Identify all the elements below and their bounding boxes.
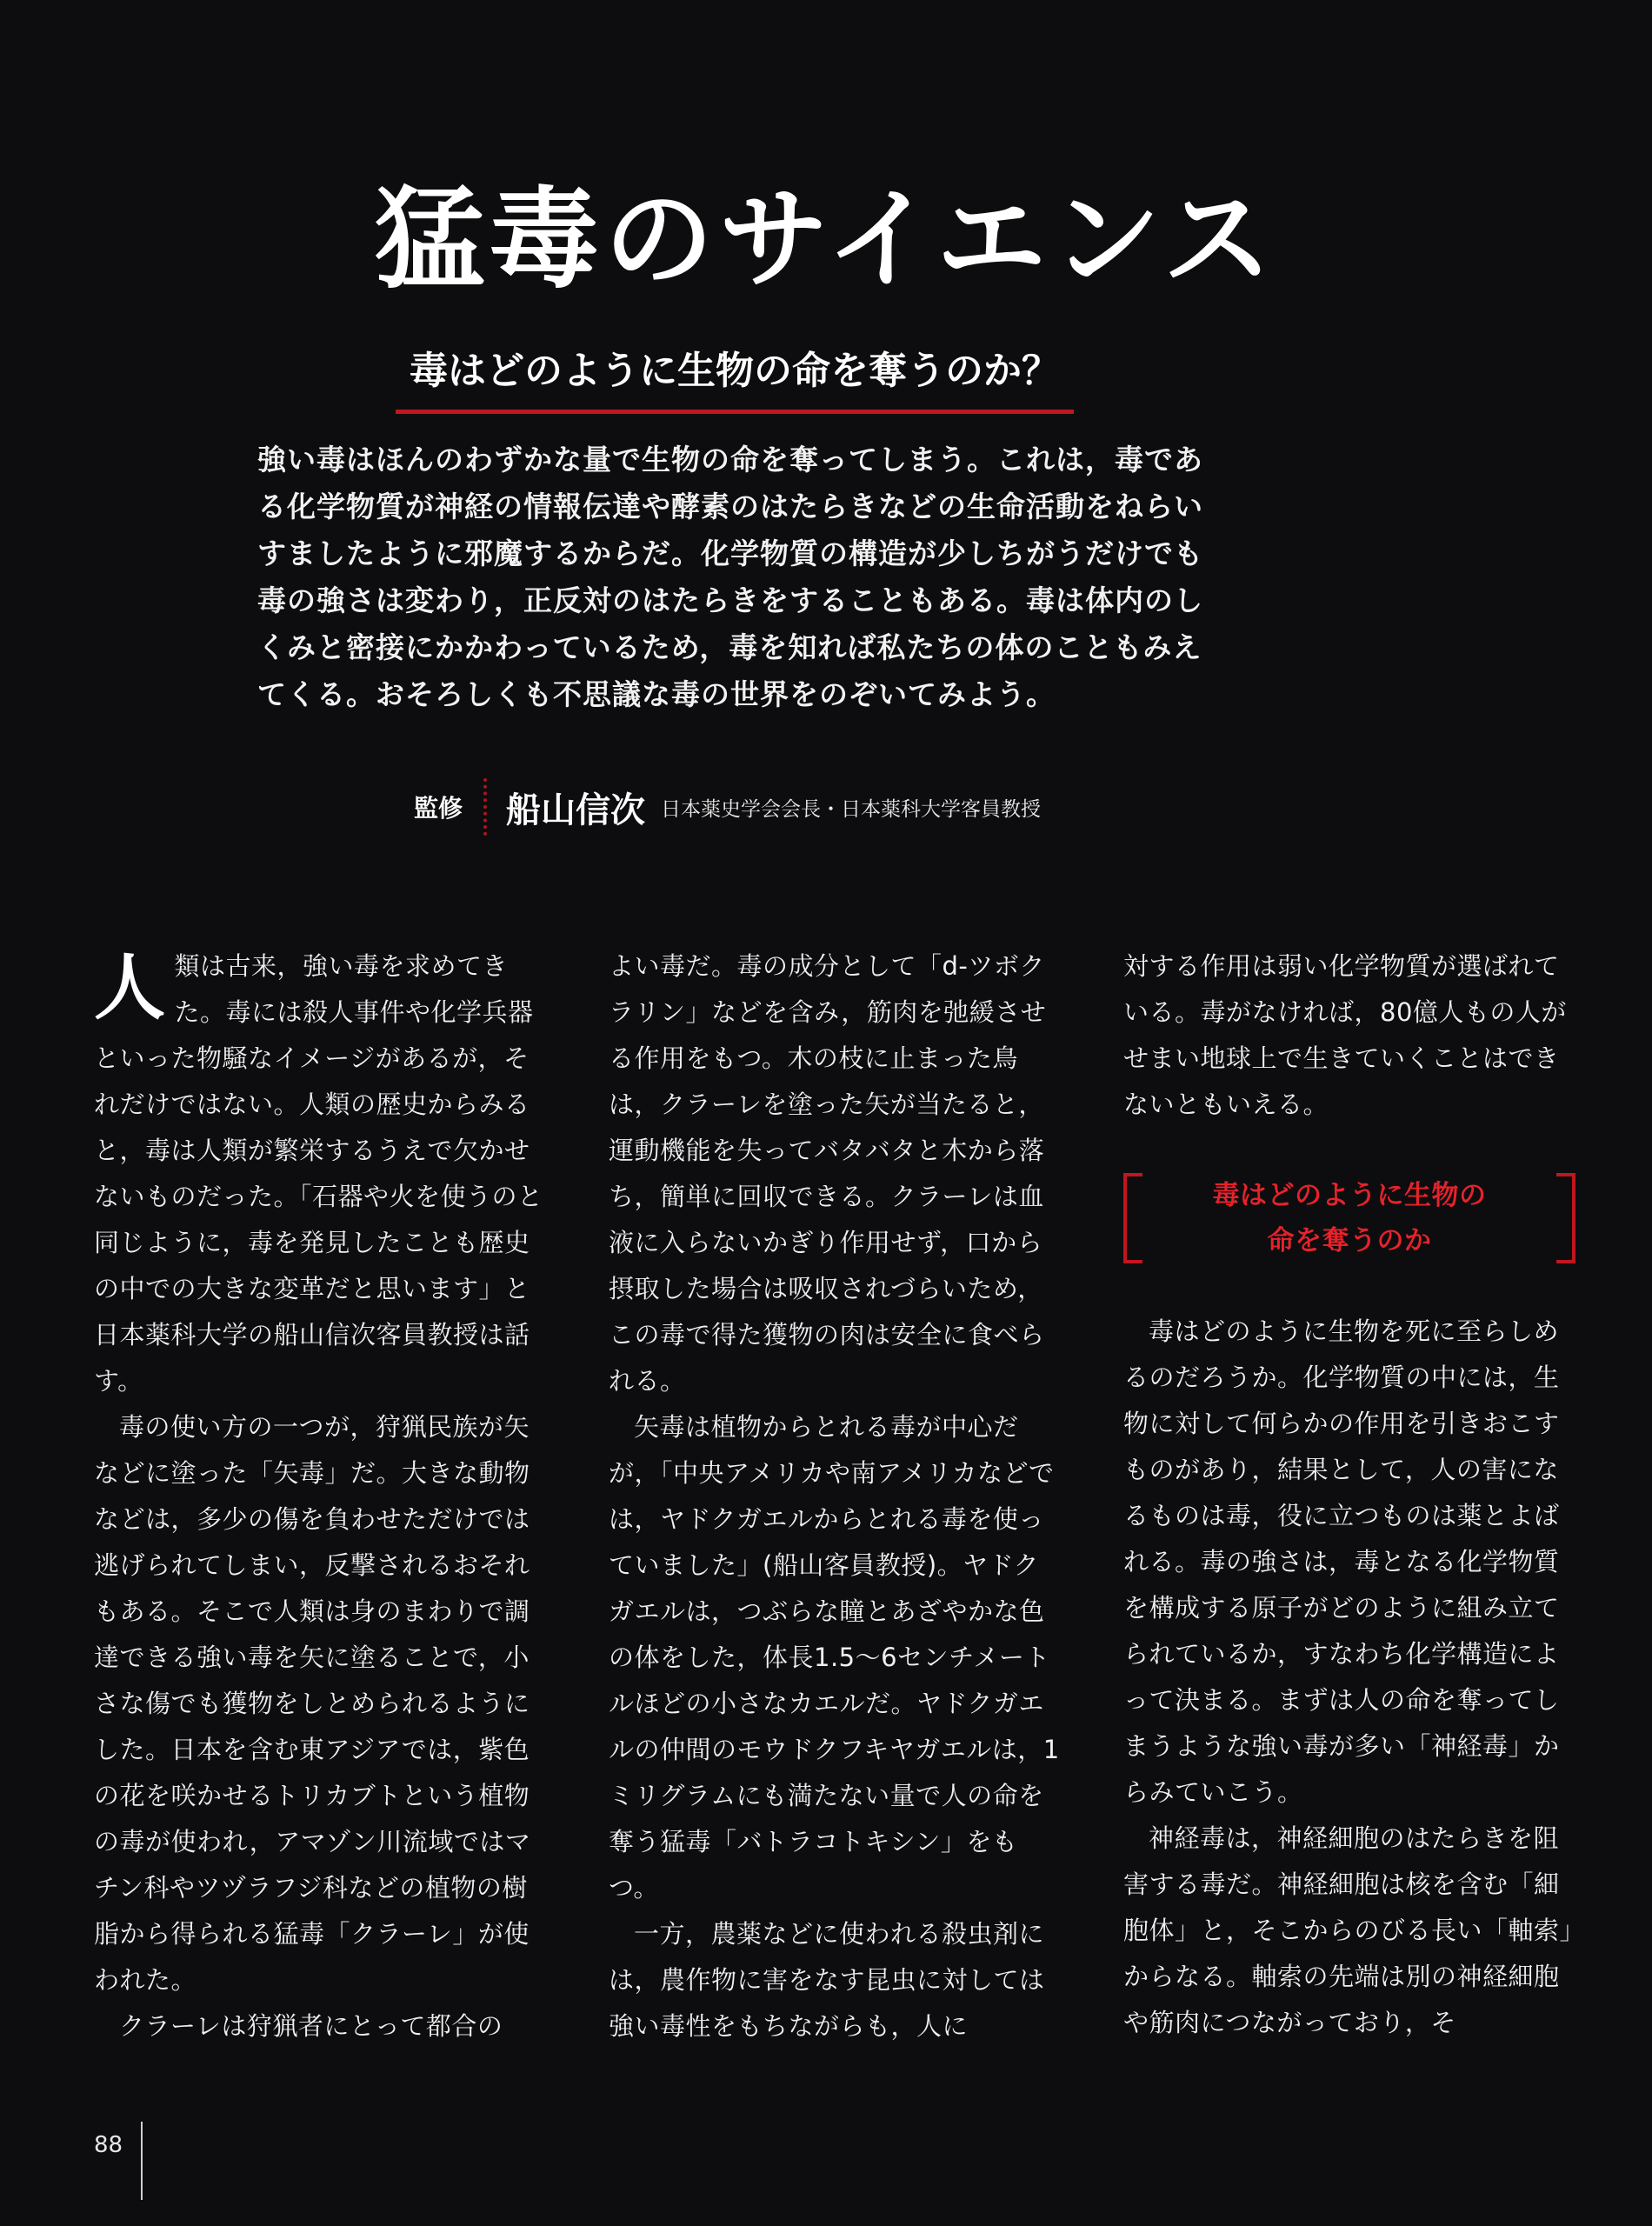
body-column-2 [609,943,1061,2049]
section-heading-box [1123,1173,1575,1263]
body-column-1 [94,943,546,2049]
subtitle: 毒はどのように生物の命を奪うのか？ [396,343,1074,414]
supervisor-divider [483,778,487,836]
lead-paragraph: 強い毒はほんのわずかな量で生物の命を奪ってしまう。これは，毒である化学物質が神経の情報伝達や酵素のはたらきなどの生命活動をねらいすましたように邪魔するからだ。化学物質の構造が少しちがうだけでも毒の強さは変わり，正反対のはたらきをすることもある。毒は体内のしくみと密接にかかわっているため，毒を知れば私たちの体のこともみえてくる。おそろしくも不思議な毒の世界をのぞいてみよう。 [257,443,1203,711]
body-paragraph: 一方，農薬などに使われる殺虫剤には，農作物に害をなす昆虫に対しては強い毒性をもちながらも，人に [609,1919,1045,2041]
page-number-rule [141,2122,143,2200]
body-paragraph: 矢毒は植物からとれる毒が中心だが，「中央アメリカや南アメリカなどでは，ヤドクガエルからとれる毒を使っていました」(船山客員教授)。ヤドクガエルは，つぶらな瞳とあざやかな色の体をした，体長1.5〜6センチメートルほどの小さなカエルだ。ヤドクガエルの仲間のモウドクフキヤガエルは，1ミリグラムにも満たない量で人の命を奪う猛毒「バトラコトキシン」をもつ。 [609,1412,1060,1903]
body-paragraph: 毒の使い方の一つが，狩猟民族が矢などに塗った「矢毒」だ。大きな動物などは，多少の傷を負わせただけでは逃げられてしまい，反撃されるおそれもある。そこで人類は身のまわりで調達できる強い毒を矢に塗ることで，小さな傷でも獲物をしとめられるようにした。日本を含む東アジアでは，紫色の花を咲かせるトリカブトという植物の毒が使われ，アマゾン川流域ではマチン科やツヅラフジ科などの植物の樹脂から得られる猛毒「クラーレ」が使われた。 [94,1412,531,1995]
body-paragraph: 毒はどのように生物を死に至らしめるのだろうか。化学物質の中には，生物に対して何らかの作用を引きおこすものがあり，結果として，人の害になるものは毒，役に立つものは薬とよばれる。毒の強さは，毒となる化学物質を構成する原子がどのように組み立てられているか，すなわち化学構造によって決まる。まずは人の命を奪ってしまうような強い毒が多い「神経毒」からみていこう。 [1123,1316,1560,1807]
section-heading: 毒はどのように生物の 命を奪うのか [1212,1180,1487,1256]
supervisor-name: 船山信次 [506,789,646,830]
page-number: 88 [94,2132,123,2158]
page-title: 猛毒のサイエンス [374,175,1278,303]
body-paragraph: よい毒だ。毒の成分として「d-ツボクラリン」などを含み，筋肉を弛緩させる作用をもつ。木の枝に止まった鳥は，クラーレを塗った矢が当たると，運動機能を失ってバタバタと木から落ち，簡単に回収できる。クラーレは血液に入らないかぎり作用せず，口から摂取した場合は吸収されづらいため，この毒で得た獲物の肉は安全に食べられる。 [609,951,1047,1396]
body-paragraph: 神経毒は，神経細胞のはたらきを阻害する毒だ。神経細胞は核を含む「細胞体」と，そこからのびる長い「軸索」からなる。軸索の先端は別の神経細胞や筋肉につながっており，そ [1123,1823,1573,2037]
body-paragraph [94,943,546,1404]
subtitle-block [396,343,1074,414]
body-paragraph: 対する作用は弱い化学物質が選ばれている。毒がなければ，80億人もの人がせまい地球上で生きていくことはできないともいえる。 [1123,951,1567,1119]
body-paragraph: クラーレは狩猟者にとって都合の [119,2011,503,2041]
supervisor-label: 監修 [414,794,463,823]
supervisor-affiliation: 日本薬史学会会長・日本薬科大学客員教授 [661,797,1042,821]
supervisor-credit [414,776,1041,837]
body-column-3 [1123,943,1575,2046]
drop-cap: 人 [94,946,166,1030]
body-text: 類は古来，強い毒を求めてきた。毒には殺人事件や化学兵器といった物騒なイメージがあるが，それだけではない。人類の歴史からみると，毒は人類が繁栄するうえで欠かせないものだった。「石器や火を使うのと同じように，毒を発見したことも歴史の中での大きな変革だと思います」と日本薬科大学の船山信次客員教授は話す。 [94,951,543,1396]
